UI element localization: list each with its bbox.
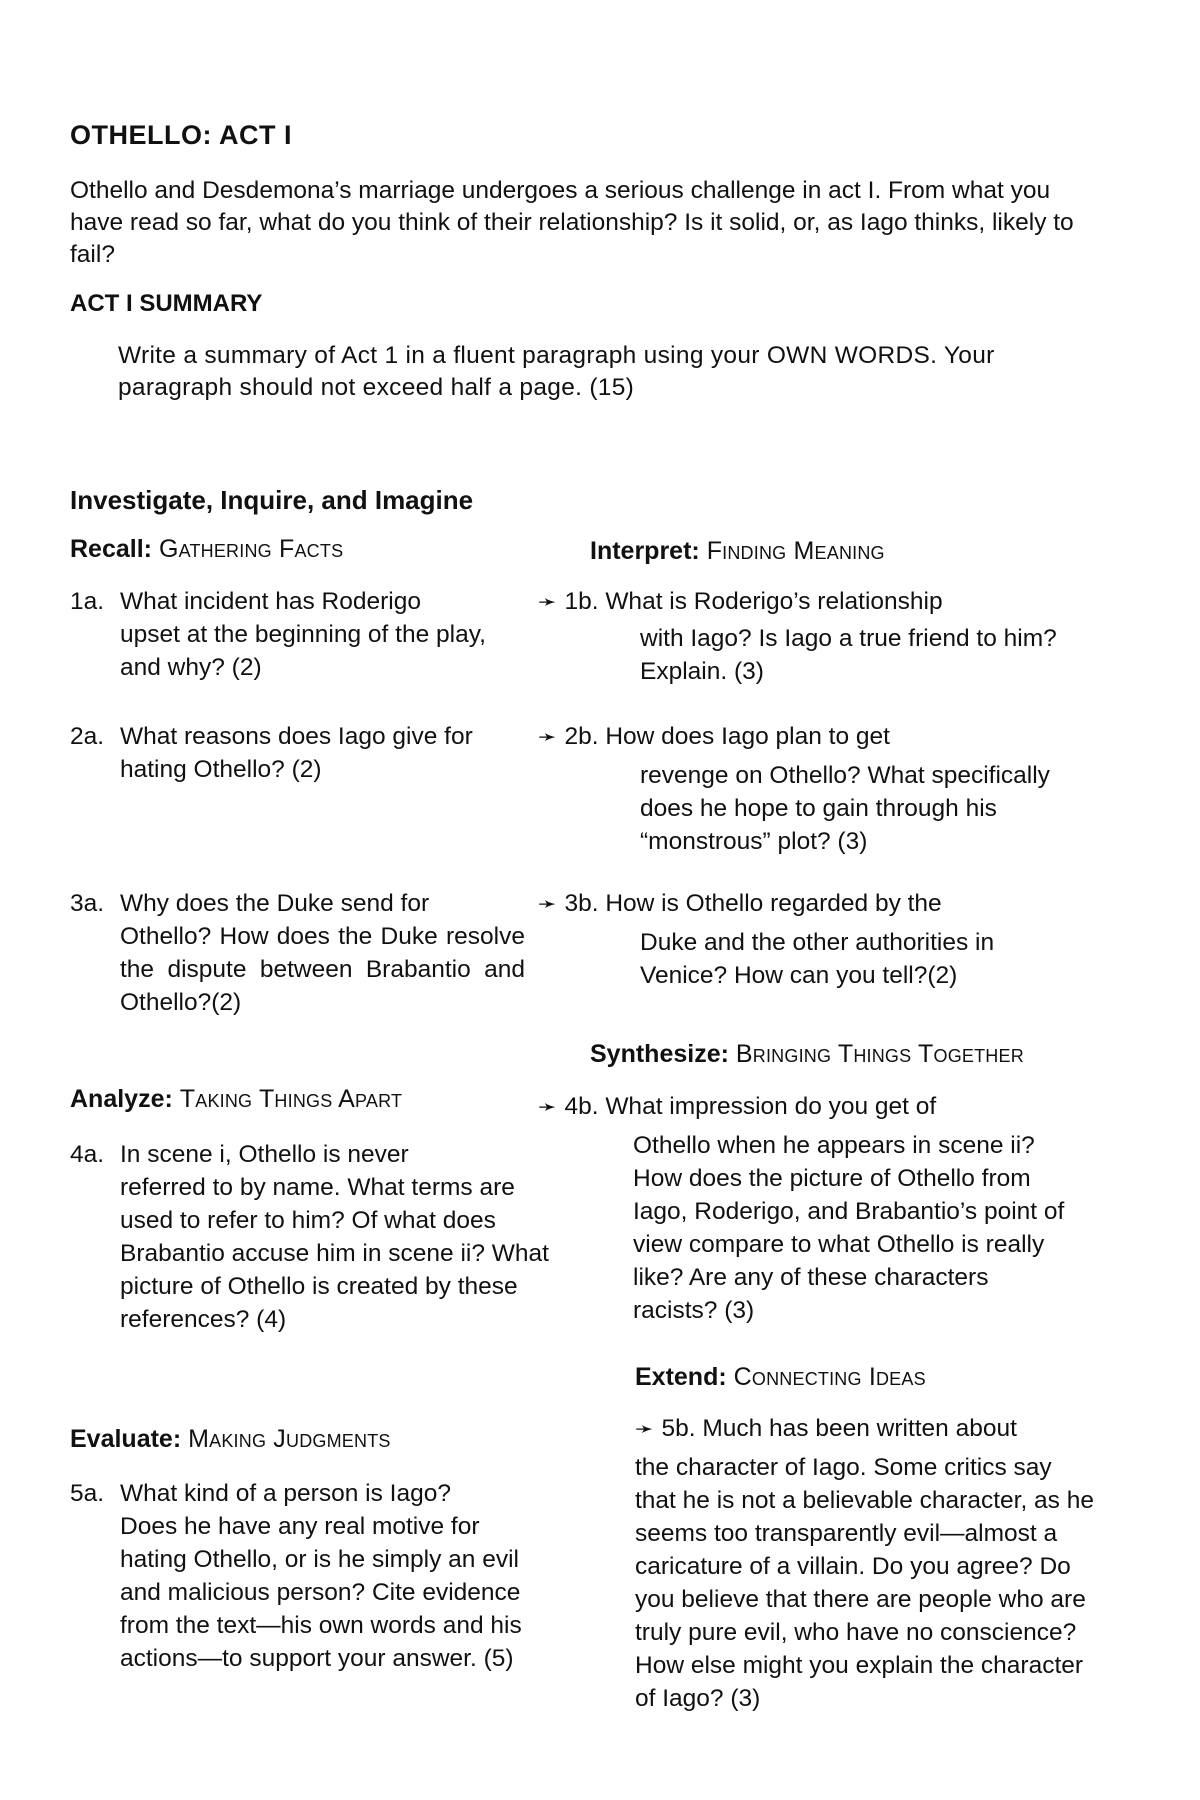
analyze-head: Analyze: xyxy=(70,1085,173,1113)
extend-head: Extend: xyxy=(635,1363,727,1391)
q3a-number: 3a. xyxy=(70,890,105,917)
q1a-number: 1a. xyxy=(70,588,105,615)
evaluate-head: Evaluate: xyxy=(70,1425,182,1453)
q4b-text: Othello when he appears in scene ii? How does the picture of Othello from Iago, Roderigo, and Brabantio’s point of view compare to what Othello is really like? Are any of these characters racists? (3) xyxy=(633,1132,1065,1324)
interpret-label: Finding Meaning xyxy=(706,537,885,565)
q5a-number: 5a. xyxy=(70,1480,105,1507)
q1b-number: 1b. xyxy=(564,588,599,615)
q2a-number: 2a. xyxy=(70,723,105,750)
section-heading: Investigate, Inquire, and Imagine xyxy=(70,485,474,515)
q5a-text: Does he have any real motive for hating Othello, or is he simply an evil and malicious person? Cite evidence from the text—his own words and his actions—to support your answer. (5) xyxy=(120,1513,522,1672)
question-1a xyxy=(70,585,530,684)
extend-heading xyxy=(635,1363,926,1392)
question-3b xyxy=(538,887,1098,992)
evaluate-heading xyxy=(70,1425,391,1454)
q3a-first-line: Why does the Duke send for xyxy=(120,890,430,917)
q2a-text: hating Othello? (2) xyxy=(120,756,322,783)
q2b-number: 2b. xyxy=(564,723,599,750)
synthesize-heading xyxy=(590,1040,1024,1069)
q4b-number: 4b. xyxy=(564,1093,599,1120)
summary-instructions: Write a summary of Act 1 in a fluent paragraph using your OWN WORDS. Your paragraph should not exceed half a page. (15) xyxy=(118,342,995,401)
q5a-first-line: What kind of a person is Iago? xyxy=(120,1480,451,1507)
q4a-number: 4a. xyxy=(70,1141,105,1168)
q5b-number: 5b. xyxy=(661,1415,696,1442)
q4a-text: referred to by name. What terms are used to refer to him? Of what does Brabantio accuse him in scene ii? What picture of Othello is created by these references? (4) xyxy=(120,1174,549,1333)
q2a-first-line: What reasons does Iago give for xyxy=(120,723,473,750)
arrow-icon: ➛ xyxy=(635,1416,654,1441)
q3a-text: Othello? How does the Duke resolve the dispute between Brabantio and Othello?(2) xyxy=(120,923,525,1016)
question-1b xyxy=(538,585,1098,688)
question-2b xyxy=(538,720,1098,858)
analyze-heading xyxy=(70,1085,402,1114)
interpret-head: Interpret: xyxy=(590,537,700,565)
arrow-icon: ➛ xyxy=(538,724,557,749)
q1b-first-line: What is Roderigo’s relationship xyxy=(605,588,943,615)
q2b-first-line: How does Iago plan to get xyxy=(605,723,890,750)
arrow-icon: ➛ xyxy=(538,1094,557,1119)
q5b-first-line: Much has been written about xyxy=(702,1415,1017,1442)
summary-heading: ACT I SUMMARY xyxy=(70,290,263,317)
q3b-number: 3b. xyxy=(564,890,599,917)
recall-heading xyxy=(70,535,343,564)
synthesize-label: Bringing Things Together xyxy=(735,1040,1024,1068)
q4a-first-line: In scene i, Othello is never xyxy=(120,1141,409,1168)
question-4b xyxy=(538,1090,1098,1327)
intro-paragraph: Othello and Desdemona’s marriage undergoes a serious challenge in act I. From what you have read so far, what do you think of their relationship? Is it solid, or, as Iago thinks, likely to fail? xyxy=(70,177,1074,268)
q1b-text: with Iago? Is Iago a true friend to him? Explain. (3) xyxy=(640,625,1057,685)
q3b-first-line: How is Othello regarded by the xyxy=(605,890,942,917)
question-5a xyxy=(70,1477,540,1675)
question-2a xyxy=(70,720,530,786)
question-3a xyxy=(70,887,525,1019)
analyze-label: Taking Things Apart xyxy=(179,1085,403,1113)
extend-label: Connecting Ideas xyxy=(733,1363,926,1391)
arrow-icon: ➛ xyxy=(538,589,557,614)
recall-label: Gathering Facts xyxy=(158,535,344,563)
q5b-text: the character of Iago. Some critics say that he is not a believable character, as he seems too transparently evil—almost a caricature of a villain. Do you agree? Do you believe that there are people who are truly pure evil, who have no conscience? How else might you explain the character of Iago? (3) xyxy=(635,1454,1094,1712)
q2b-text: revenge on Othello? What specifically does he hope to gain through his “monstrous” plot? (3) xyxy=(640,762,1050,855)
question-5b xyxy=(635,1412,1095,1715)
interpret-heading xyxy=(590,537,885,566)
synthesize-head: Synthesize: xyxy=(590,1040,729,1068)
arrow-icon: ➛ xyxy=(538,891,557,916)
page-title: OTHELLO: ACT I xyxy=(70,120,292,150)
evaluate-label: Making Judgments xyxy=(188,1425,391,1453)
q1a-text: upset at the beginning of the play, and why? (2) xyxy=(120,621,486,681)
question-4a xyxy=(70,1138,570,1336)
q1a-first-line: What incident has Roderigo xyxy=(120,588,421,615)
q3b-text: Duke and the other authorities in Venice? How can you tell?(2) xyxy=(640,929,995,989)
recall-head: Recall: xyxy=(70,535,152,563)
q4b-first-line: What impression do you get of xyxy=(605,1093,937,1120)
